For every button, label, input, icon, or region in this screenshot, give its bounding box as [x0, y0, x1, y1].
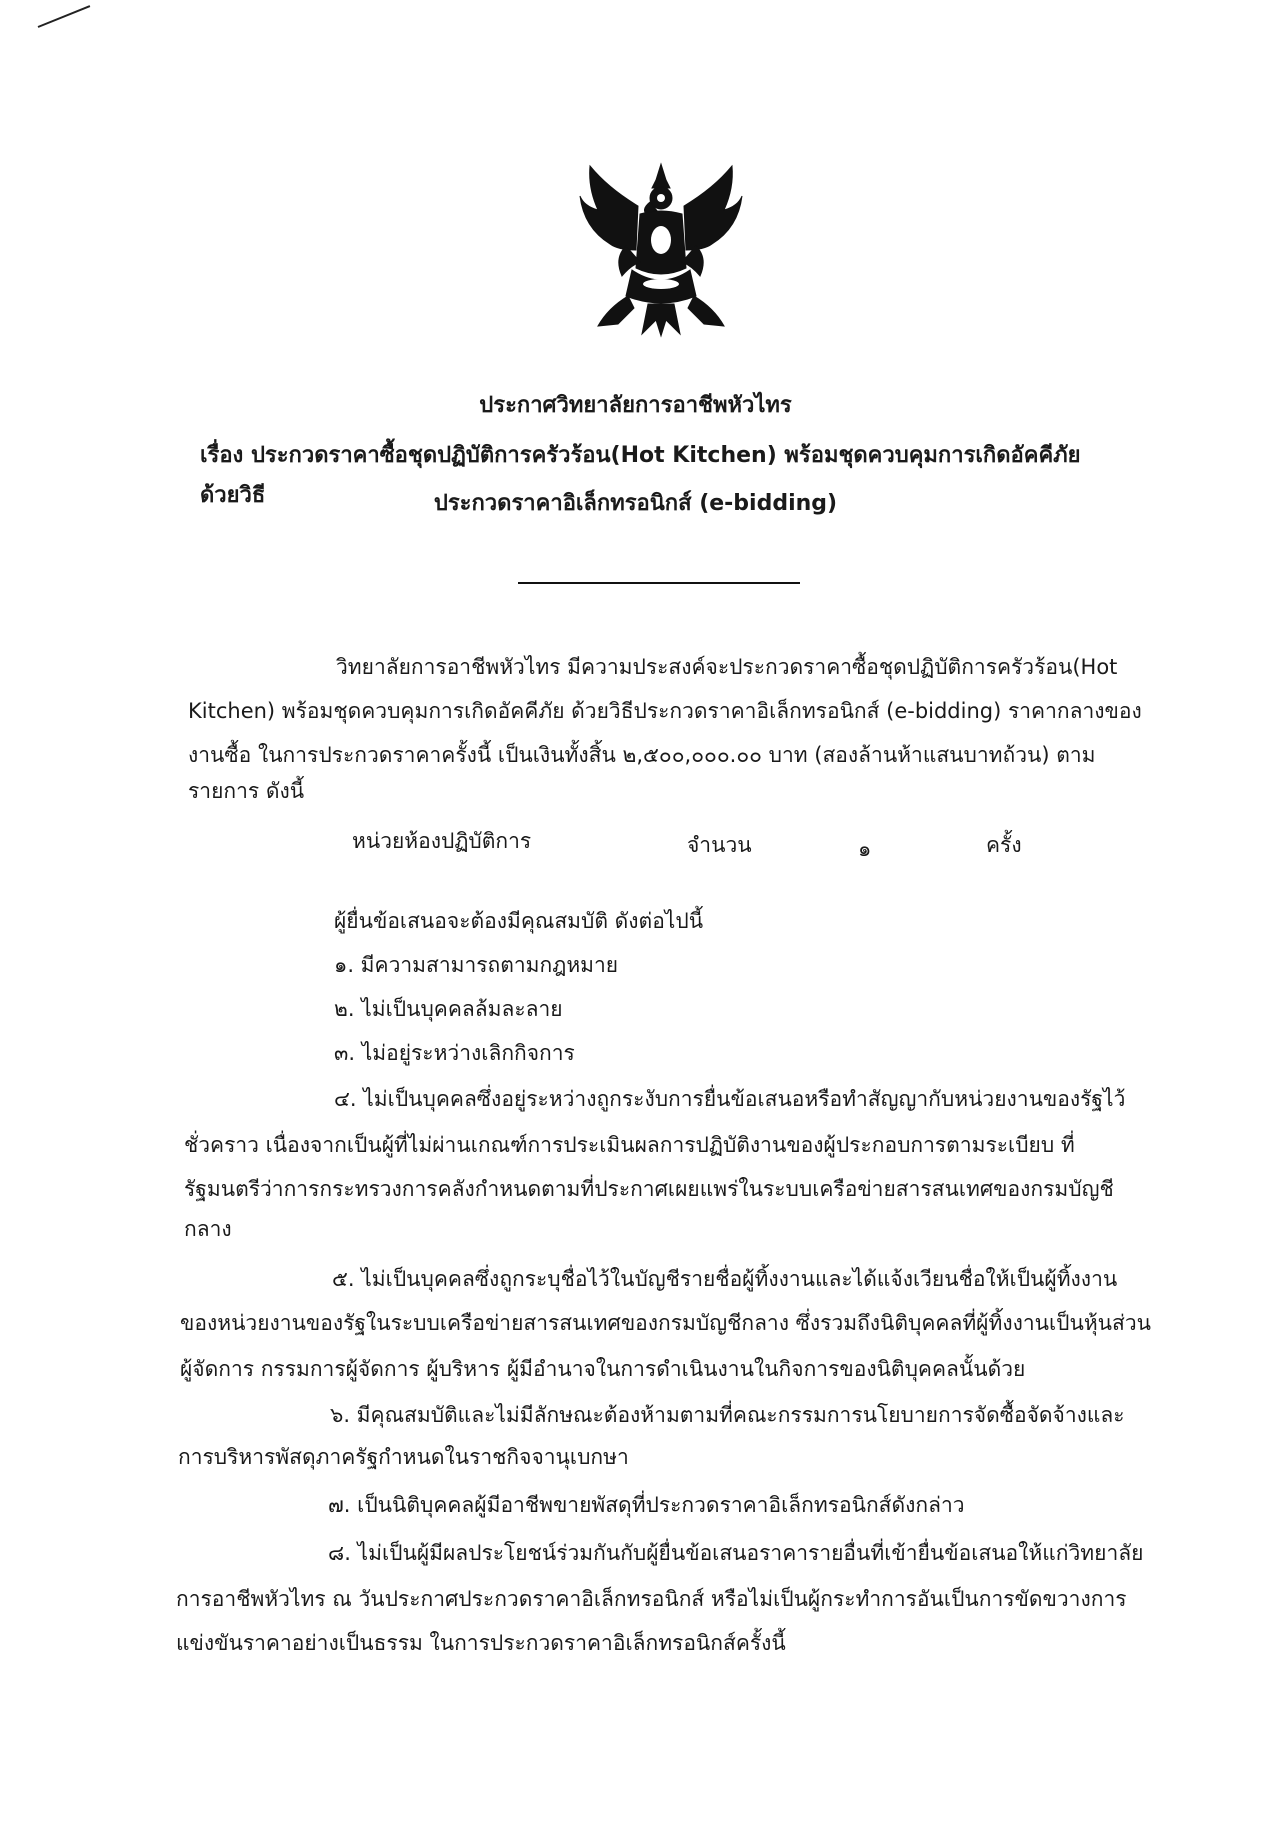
qualification-4-line-3: รัฐมนตรีว่าการกระทรวงการคลังกำหนดตามที่ประกาศเผยแพร่ในระบบเครือข่ายสารสนเทศของกรมบัญชี	[184, 1177, 1114, 1201]
announcement-subject: เรื่อง ประกวดราคาซื้อชุดปฏิบัติการครัวร้อน(Hot Kitchen) พร้อมชุดควบคุมการเกิดอัคคีภัย ด้วยวิธี	[200, 443, 1081, 508]
qualification-6-line-2: การบริหารพัสดุภาครัฐกำหนดในราชกิจจานุเบกษา	[178, 1445, 629, 1469]
qualification-4-line-2: ชั่วคราว เนื่องจากเป็นผู้ที่ไม่ผ่านเกณฑ์การประเมินผลการปฏิบัติงานของผู้ประกอบการตามระเบียบ ที่	[184, 1133, 1075, 1157]
qualification-5-line-2: ของหน่วยงานของรัฐในระบบเครือข่ายสารสนเทศของกรมบัญชีกลาง ซึ่งรวมถึงนิติบุคคลที่ผู้ทิ้งงานเป็นหุ้นส่วน	[180, 1311, 1152, 1335]
qualification-7: ๗. เป็นนิติบุคคลผู้มีอาชีพขายพัสดุที่ประกวดราคาอิเล็กทรอนิกส์ดังกล่าว	[328, 1493, 965, 1517]
qualification-2: ๒. ไม่เป็นบุคคลล้มละลาย	[334, 997, 563, 1021]
qualification-3: ๓. ไม่อยู่ระหว่างเลิกกิจการ	[334, 1041, 575, 1065]
qualification-1: ๑. มีความสามารถตามกฎหมาย	[334, 953, 619, 977]
intro-line-1: วิทยาลัยการอาชีพหัวไทร มีความประสงค์จะประกวดราคาซื้อชุดปฏิบัติการครัวร้อน(Hot	[336, 655, 1118, 679]
announcement-subject-cont: ประกวดราคาอิเล็กทรอนิกส์ (e-bidding)	[433, 491, 838, 516]
item-qty-label: จำนวน	[687, 833, 752, 857]
qualification-4-line-1: ๔. ไม่เป็นบุคคลซึ่งอยู่ระหว่างถูกระงับการยื่นข้อเสนอหรือทำสัญญากับหน่วยงานของรัฐไว้	[334, 1087, 1126, 1111]
pen-mark	[38, 5, 91, 28]
garuda-emblem-icon	[578, 158, 744, 338]
qualification-8-line-3: แข่งขันราคาอย่างเป็นธรรม ในการประกวดราคาอิเล็กทรอนิกส์ครั้งนี้	[176, 1631, 786, 1655]
item-qty: ๑	[858, 837, 872, 861]
intro-line-3: งานซื้อ ในการประกวดราคาครั้งนี้ เป็นเงินทั้งสิ้น ๒,๕๐๐,๐๐๐.๐๐ บาท (สองล้านห้าแสนบาทถ้วน) ตาม	[188, 743, 1096, 767]
qualification-8-line-1: ๘. ไม่เป็นผู้มีผลประโยชน์ร่วมกันกับผู้ยื่นข้อเสนอราคารายอื่นที่เข้ายื่นข้อเสนอให้แก่วิทยาลัย	[328, 1541, 1144, 1565]
qualification-6-line-1: ๖. มีคุณสมบัติและไม่มีลักษณะต้องห้ามตามที่คณะกรรมการนโยบายการจัดซื้อจัดจ้างและ	[330, 1403, 1125, 1427]
item-unit: ครั้ง	[986, 833, 1022, 857]
announcement-title: ประกาศวิทยาลัยการอาชีพหัวไทร	[479, 393, 792, 418]
intro-line-4: รายการ ดังนี้	[188, 779, 305, 803]
qualification-4-line-4: กลาง	[184, 1217, 232, 1241]
qualifications-heading: ผู้ยื่นข้อเสนอจะต้องมีคุณสมบัติ ดังต่อไปนี้	[334, 909, 704, 933]
intro-line-2: Kitchen) พร้อมชุดควบคุมการเกิดอัคคีภัย ด้วยวิธีประกวดราคาอิเล็กทรอนิกส์ (e-bidding) ราคากลางของ	[188, 699, 1142, 723]
qualification-5-line-1: ๕. ไม่เป็นบุคคลซึ่งถูกระบุชื่อไว้ในบัญชีรายชื่อผู้ทิ้งงานและได้แจ้งเวียนชื่อให้เป็นผู้ทิ้งงาน	[332, 1267, 1118, 1291]
item-name: หน่วยห้องปฏิบัติการ	[352, 829, 532, 853]
qualification-8-line-2: การอาชีพหัวไทร ณ วันประกาศประกวดราคาอิเล็กทรอนิกส์ หรือไม่เป็นผู้กระทำการอันเป็นการขัดขวางการ	[176, 1587, 1127, 1611]
qualification-5-line-3: ผู้จัดการ กรรมการผู้จัดการ ผู้บริหาร ผู้มีอำนาจในการดำเนินงานในกิจการของนิติบุคคลนั้นด้วย	[180, 1357, 1026, 1381]
title-divider	[518, 582, 800, 584]
